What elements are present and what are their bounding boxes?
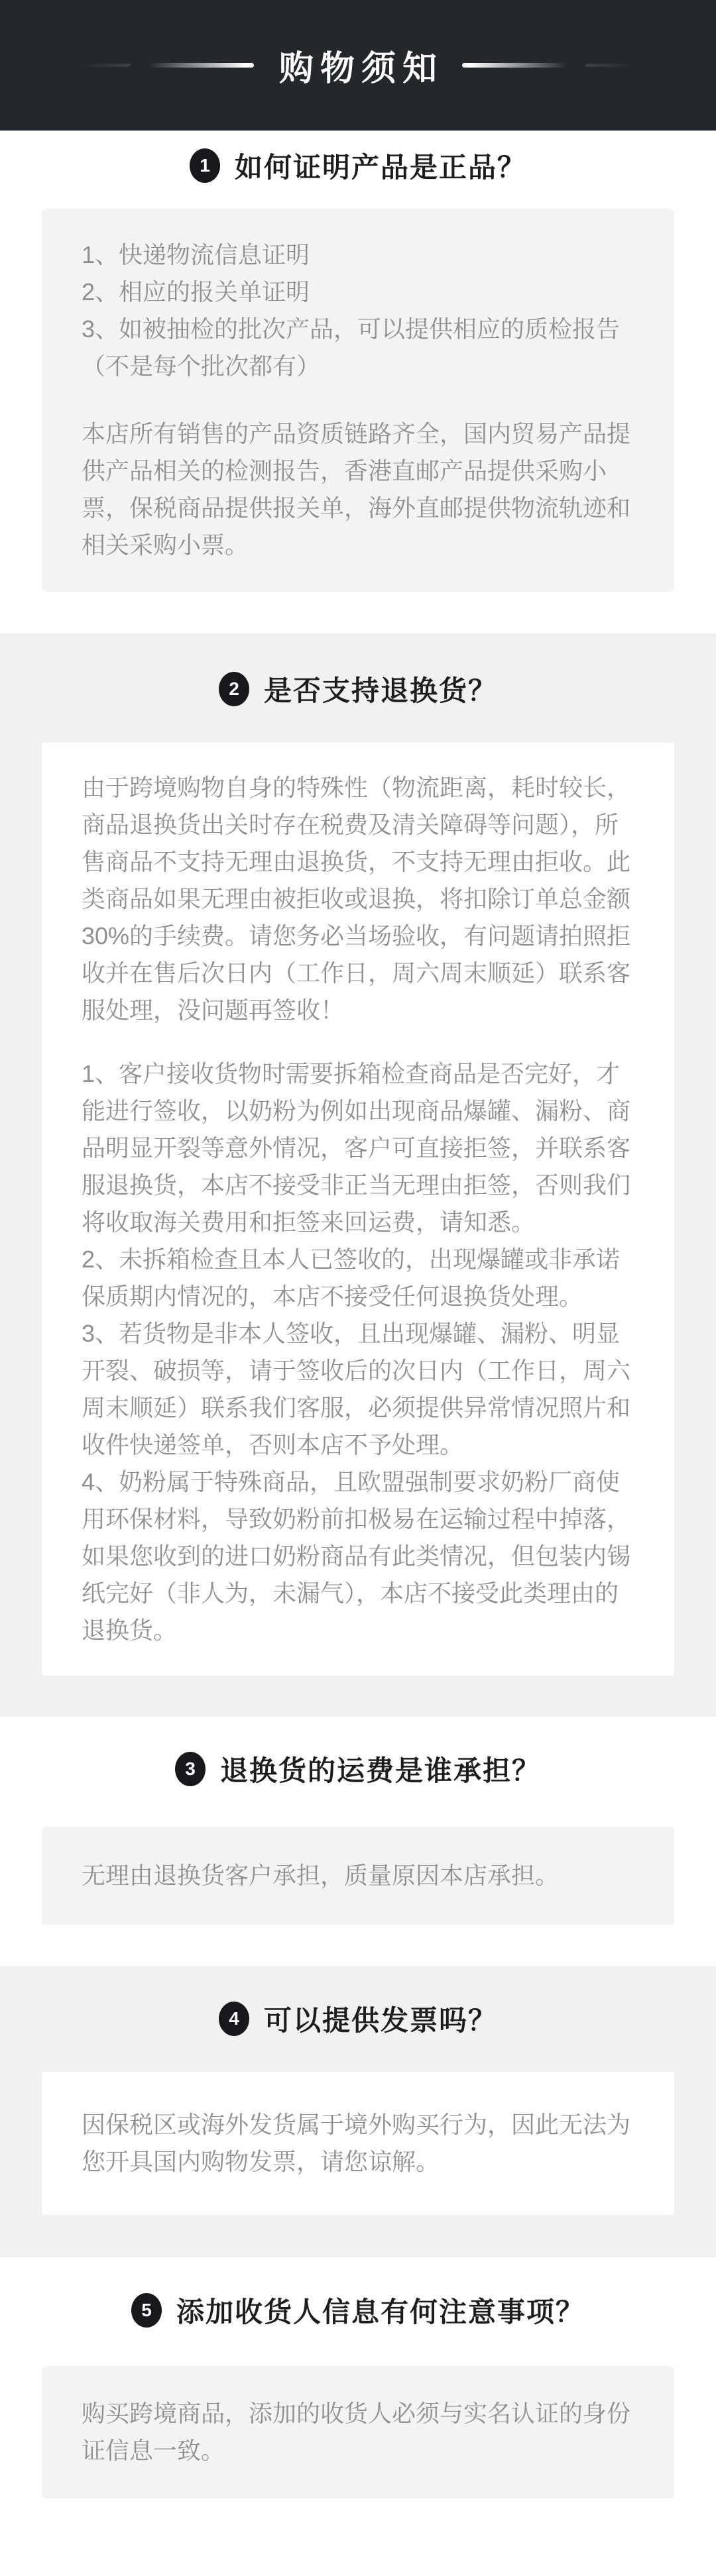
- spacer: [82, 1029, 634, 1055]
- section-3-body: [42, 1827, 674, 1925]
- notice-line: （不是每个批次都有）: [82, 352, 321, 380]
- section-4-badge: 4: [219, 2002, 249, 2036]
- section-1-title: [0, 131, 716, 183]
- notice-line: 2、相应的报关单证明: [82, 278, 310, 305]
- notice-paragraph: 本店所有销售的产品资质链路齐全，国内贸易产品提供产品相关的检测报告，香港直邮产品提供采购小票，保税商品提供报关单，海外直邮提供物流轨迹和相关采购小票。: [82, 420, 631, 559]
- section-2-body: [42, 743, 674, 1676]
- section-3-title-text: 退换货的运费是谁承担？: [219, 1755, 541, 1786]
- section-5-badge: 5: [131, 2293, 162, 2328]
- section-4-title: [0, 2000, 716, 2037]
- header-line-left: [149, 63, 254, 68]
- section-1-title-text: 如何证明产品是正品？: [234, 152, 526, 183]
- section-4-title-text: 可以提供发票吗？: [263, 2005, 497, 2036]
- notice-line: 1、快递物流信息证明: [82, 241, 310, 268]
- notice-paragraph: 1、客户接收货物时需要拆箱检查商品是否完好，才能进行签收，以奶粉为例如出现商品爆罐、漏粉、商品明显开裂等意外情况，客户可直接拒签，并联系客服退换货，本店不接受非正当无理由拒签，否则我们将收取海关费用和拒签来回运费，请知悉。: [82, 1060, 631, 1236]
- section-1-badge: 1: [190, 148, 220, 183]
- header-streak-left: [80, 64, 131, 67]
- section-2-title: [0, 671, 716, 708]
- section-2-band: [0, 633, 716, 1717]
- section-3-title: [0, 1750, 716, 1788]
- spacer: [82, 385, 634, 415]
- section-5-title-text: 添加收货人信息有何注意事项？: [176, 2296, 585, 2328]
- section-3-badge: 3: [175, 1752, 206, 1786]
- section-2-title-text: 是否支持退换货？: [263, 675, 497, 706]
- notice-paragraph: 3、若货物是非本人签收，且出现爆罐、漏粉、明显开裂、破损等，请于签收后的次日内（工作日，周六周末顺延）联系我们客服，必须提供异常情况照片和收件快递签单，否则本店不予处理。: [82, 1320, 631, 1458]
- notice-paragraph: 因保税区或海外发货属于境外购买行为，因此无法为您开具国内购物发票，请您谅解。: [82, 2111, 631, 2175]
- section-5-body: [42, 2366, 674, 2498]
- section-1-body: [42, 209, 674, 592]
- notice-paragraph: 由于跨境购物自身的特殊性（物流距离，耗时较长，商品退换货出关时存在税费及清关障碍等问题），所售商品不支持无理由退换货，不支持无理由拒收。此类商品如果无理由被拒收或退换，将扣除订单总金额30%的手续费。请您务必当场验收，有问题请拍照拒收并在售后次日内（工作日，周六周末顺延）联系客服处理，没问题再签收！: [82, 774, 631, 1024]
- section-2-badge: 2: [219, 672, 249, 706]
- header-streak-right: [584, 64, 635, 67]
- notice-paragraph: 购买跨境商品，添加的收货人必须与实名认证的身份证信息一致。: [82, 2400, 631, 2464]
- header-banner: [0, 0, 716, 131]
- section-4-band: [0, 1966, 716, 2257]
- section-5-title: [0, 2292, 716, 2329]
- notice-line: 3、如被抽检的批次产品，可以提供相应的质检报告: [82, 315, 621, 343]
- section-4-body: [42, 2072, 674, 2215]
- header-line-right: [462, 63, 567, 68]
- page-title: 购物须知: [278, 50, 444, 88]
- notice-paragraph: 无理由退换货客户承担，质量原因本店承担。: [82, 1862, 560, 1889]
- notice-paragraph: 2、未拆箱检查且本人已签收的，出现爆罐或非承诺保质期内情况的，本店不接受任何退换货处理。: [82, 1246, 621, 1310]
- notice-paragraph: 4、奶粉属于特殊商品，且欧盟强制要求奶粉厂商使用环保材料，导致奶粉前扣极易在运输过程中掉落，如果您收到的进口奶粉商品有此类情况，但包装内锡纸完好（非人为，未漏气），本店不接受此类理由的退换货。: [82, 1468, 631, 1644]
